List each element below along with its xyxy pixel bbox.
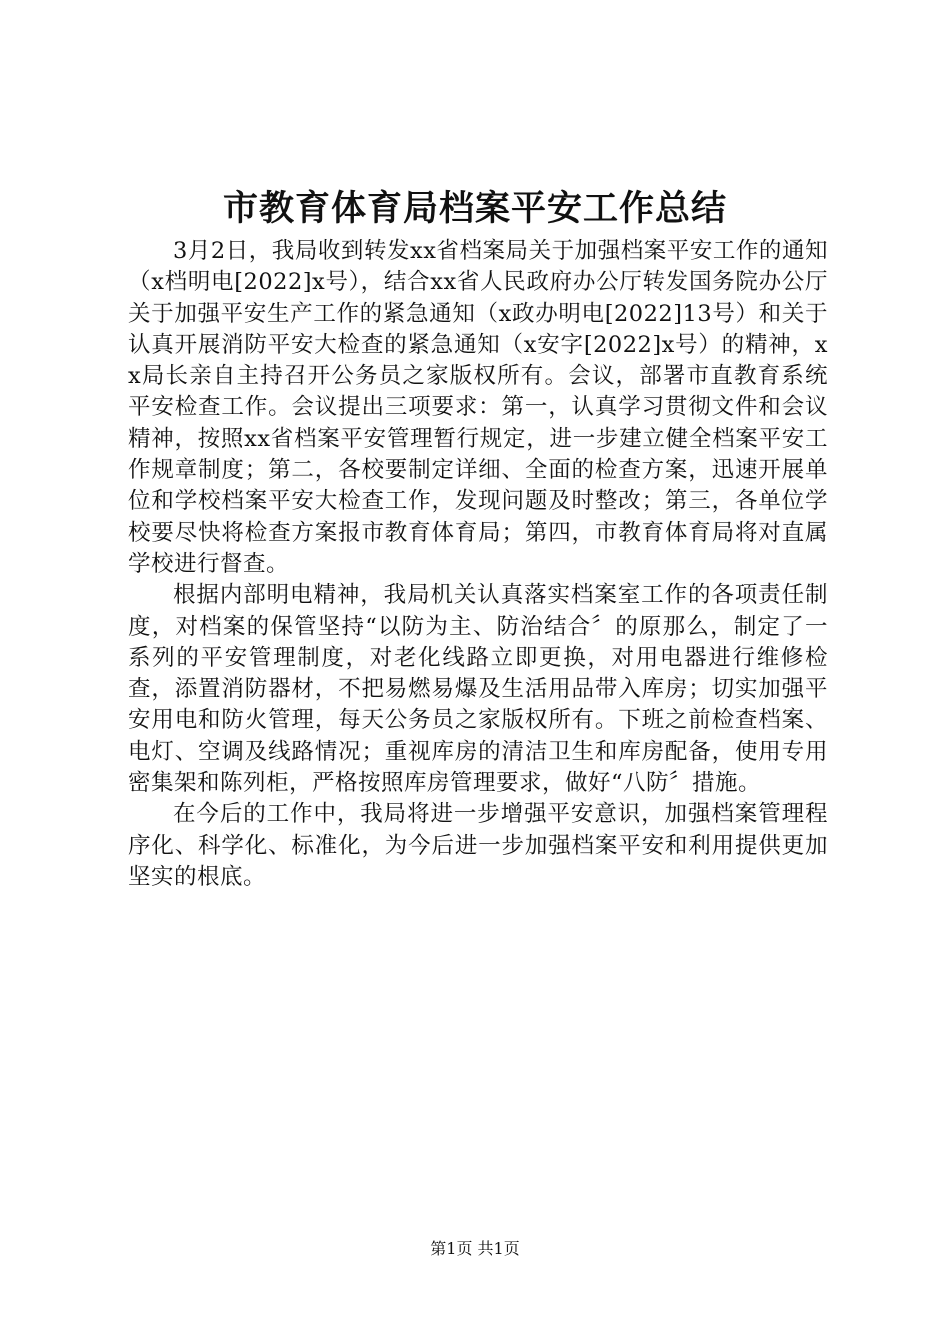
paragraph-2: 根据内部明电精神，我局机关认真落实档案室工作的各项责任制度，对档案的保管坚持“以防为主、防治结合〞的原那么，制定了一系列的平安管理制度，对老化线路立即更换，对用电器进行维修检查，添置消防器材，不把易燃易爆及生活用品带入库房；切实加强平安用电和防火管理，每天公务员之家版权所有。下班之前检查档案、电灯、空调及线路情况；重视库房的清洁卫生和库房配备，使用专用密集架和陈列柜，严格按照库房管理要求，做好“八防〞措施。 [128,582,828,797]
document-body [128,236,828,893]
page-number-footer: 第1页 共1页 [430,1239,520,1258]
document-title: 市教育体育局档案平安工作总结 [222,188,727,229]
paragraph-3: 在今后的工作中，我局将进一步增强平安意识，加强档案管理程序化、科学化、标准化，为今后进一步加强档案平安和利用提供更加坚实的根底。 [128,801,828,890]
paragraph-1: 3月2日，我局收到转发xx省档案局关于加强档案平安工作的通知（x档明电[2022]x号），结合xx省人民政府办公厅转发国务院办公厅关于加强平安生产工作的紧急通知（x政办明电[2022]13号）和关于认真开展消防平安大检查的紧急通知（x安字[2022]x号）的精神，xx局长亲自主持召开公务员之家版权所有。会议，部署市直教育系统平安检查工作。会议提出三项要求：第一，认真学习贯彻文件和会议精神，按照xx省档案平安管理暂行规定，进一步建立健全档案平安工作规章制度；第二，各校要制定详细、全面的检查方案，迅速开展单位和学校档案平安大检查工作，发现问题及时整改；第三，各单位学校要尽快将检查方案报市教育体育局；第四，市教育体育局将对直属学校进行督查。 [128,238,828,577]
